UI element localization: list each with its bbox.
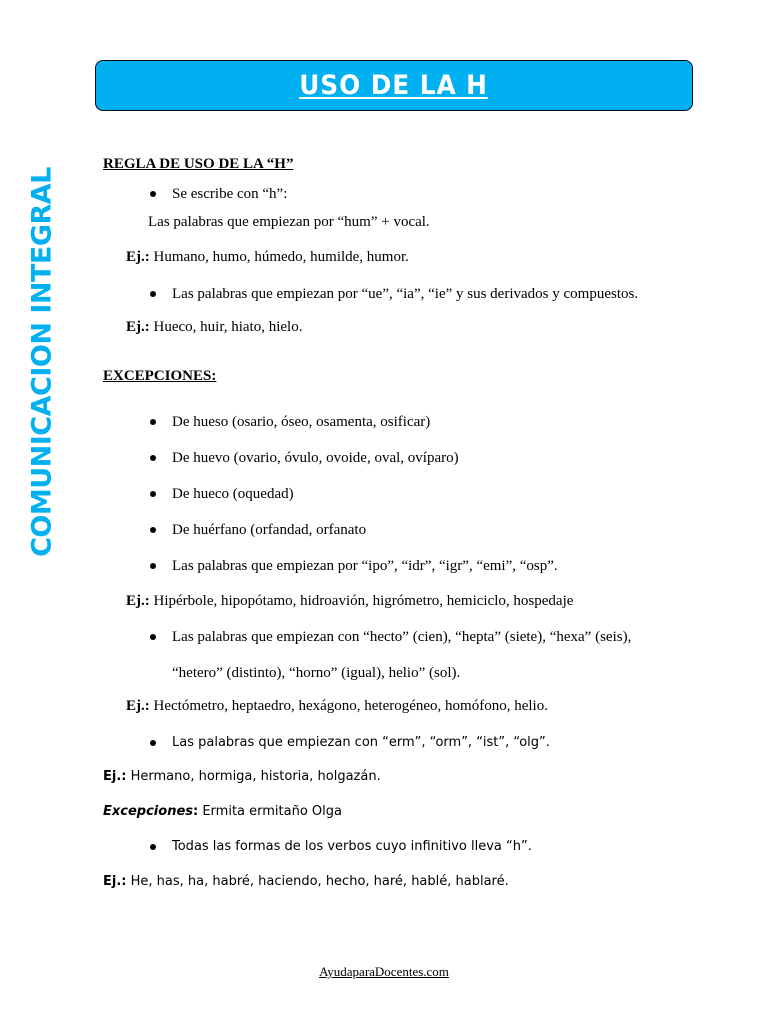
bullet-text: Las palabras que empiezan con “hecto” (cien), “hepta” (siete), “hexa” (seis), bbox=[172, 629, 632, 645]
example-text: Hipérbole, hipopótamo, hidroavión, higrómetro, hemiciclo, hospedaje bbox=[149, 593, 574, 609]
example-label: Ej.: bbox=[103, 874, 127, 889]
example-label: Ej.: bbox=[126, 593, 150, 609]
bullet-item bbox=[172, 838, 532, 856]
exceptions-colon: : bbox=[193, 804, 199, 819]
bullet-item bbox=[172, 734, 550, 752]
example-text: He, has, ha, habré, haciendo, hecho, haré, hablé, hablaré. bbox=[126, 874, 509, 889]
rule-heading: REGLA DE USO DE LA “H” bbox=[103, 156, 294, 172]
bullet-text: Las palabras que empiezan por “ue”, “ia”, “ie” y sus derivados y compuestos. bbox=[172, 286, 639, 302]
example-label: Ej.: bbox=[126, 698, 150, 714]
bullet-item bbox=[172, 413, 430, 431]
example-line bbox=[126, 318, 302, 336]
bullet-continuation: “hetero” (distinto), “horno” (igual), helio” (sol). bbox=[172, 665, 461, 681]
exceptions-label: Excepciones bbox=[103, 804, 193, 819]
bullet-item bbox=[172, 521, 366, 539]
exceptions-line bbox=[103, 803, 342, 821]
page-title: USO DE LA H bbox=[299, 70, 489, 101]
footer-link[interactable]: AyudaparaDocentes.com bbox=[319, 964, 449, 979]
bullet-text: Las palabras que empiezan con “erm”, “orm”, “ist”, “olg”. bbox=[172, 735, 550, 750]
example-text: Humano, humo, húmedo, humilde, humor. bbox=[149, 249, 409, 265]
bullet-text: Todas las formas de los verbos cuyo infinitivo lleva “h”. bbox=[172, 839, 532, 854]
bullet-text: De huérfano (orfandad, orfanato bbox=[172, 522, 367, 538]
bullet-item bbox=[172, 285, 638, 303]
example-line bbox=[126, 697, 548, 715]
bullet-item bbox=[172, 628, 631, 646]
exceptions-heading: EXCEPCIONES: bbox=[103, 368, 217, 384]
example-text: Hermano, hormiga, historia, holgazán. bbox=[126, 769, 381, 784]
bullet-item bbox=[172, 185, 287, 203]
bullet-item bbox=[172, 485, 294, 503]
side-label-text: COMUNICACION INTEGRAL bbox=[26, 167, 58, 557]
example-text: Hectómetro, heptaedro, hexágono, heterogéneo, homófono, helio. bbox=[149, 698, 548, 714]
example-label: Ej.: bbox=[126, 249, 150, 265]
example-line bbox=[126, 592, 573, 610]
example-line bbox=[126, 248, 409, 266]
title-banner bbox=[95, 60, 693, 111]
bullet-text: De hueso (osario, óseo, osamenta, osificar) bbox=[172, 414, 431, 430]
bullet-text: De huevo (ovario, óvulo, ovoide, oval, ovíparo) bbox=[172, 450, 459, 466]
bullet-item bbox=[172, 557, 558, 575]
example-line bbox=[103, 768, 381, 786]
bullet-text: De hueco (oquedad) bbox=[172, 486, 294, 502]
bullet-text: Las palabras que empiezan por “ipo”, “idr”, “igr”, “emi”, “osp”. bbox=[172, 558, 558, 574]
exceptions-text: Ermita ermitaño Olga bbox=[198, 804, 342, 819]
rule-text: Las palabras que empiezan por “hum” + vocal. bbox=[148, 214, 430, 230]
example-label: Ej.: bbox=[103, 769, 127, 784]
example-text: Hueco, huir, hiato, hielo. bbox=[149, 319, 303, 335]
example-line bbox=[103, 873, 509, 891]
bullet-text: Se escribe con “h”: bbox=[172, 186, 288, 202]
example-label: Ej.: bbox=[126, 319, 150, 335]
bullet-item bbox=[172, 449, 459, 467]
